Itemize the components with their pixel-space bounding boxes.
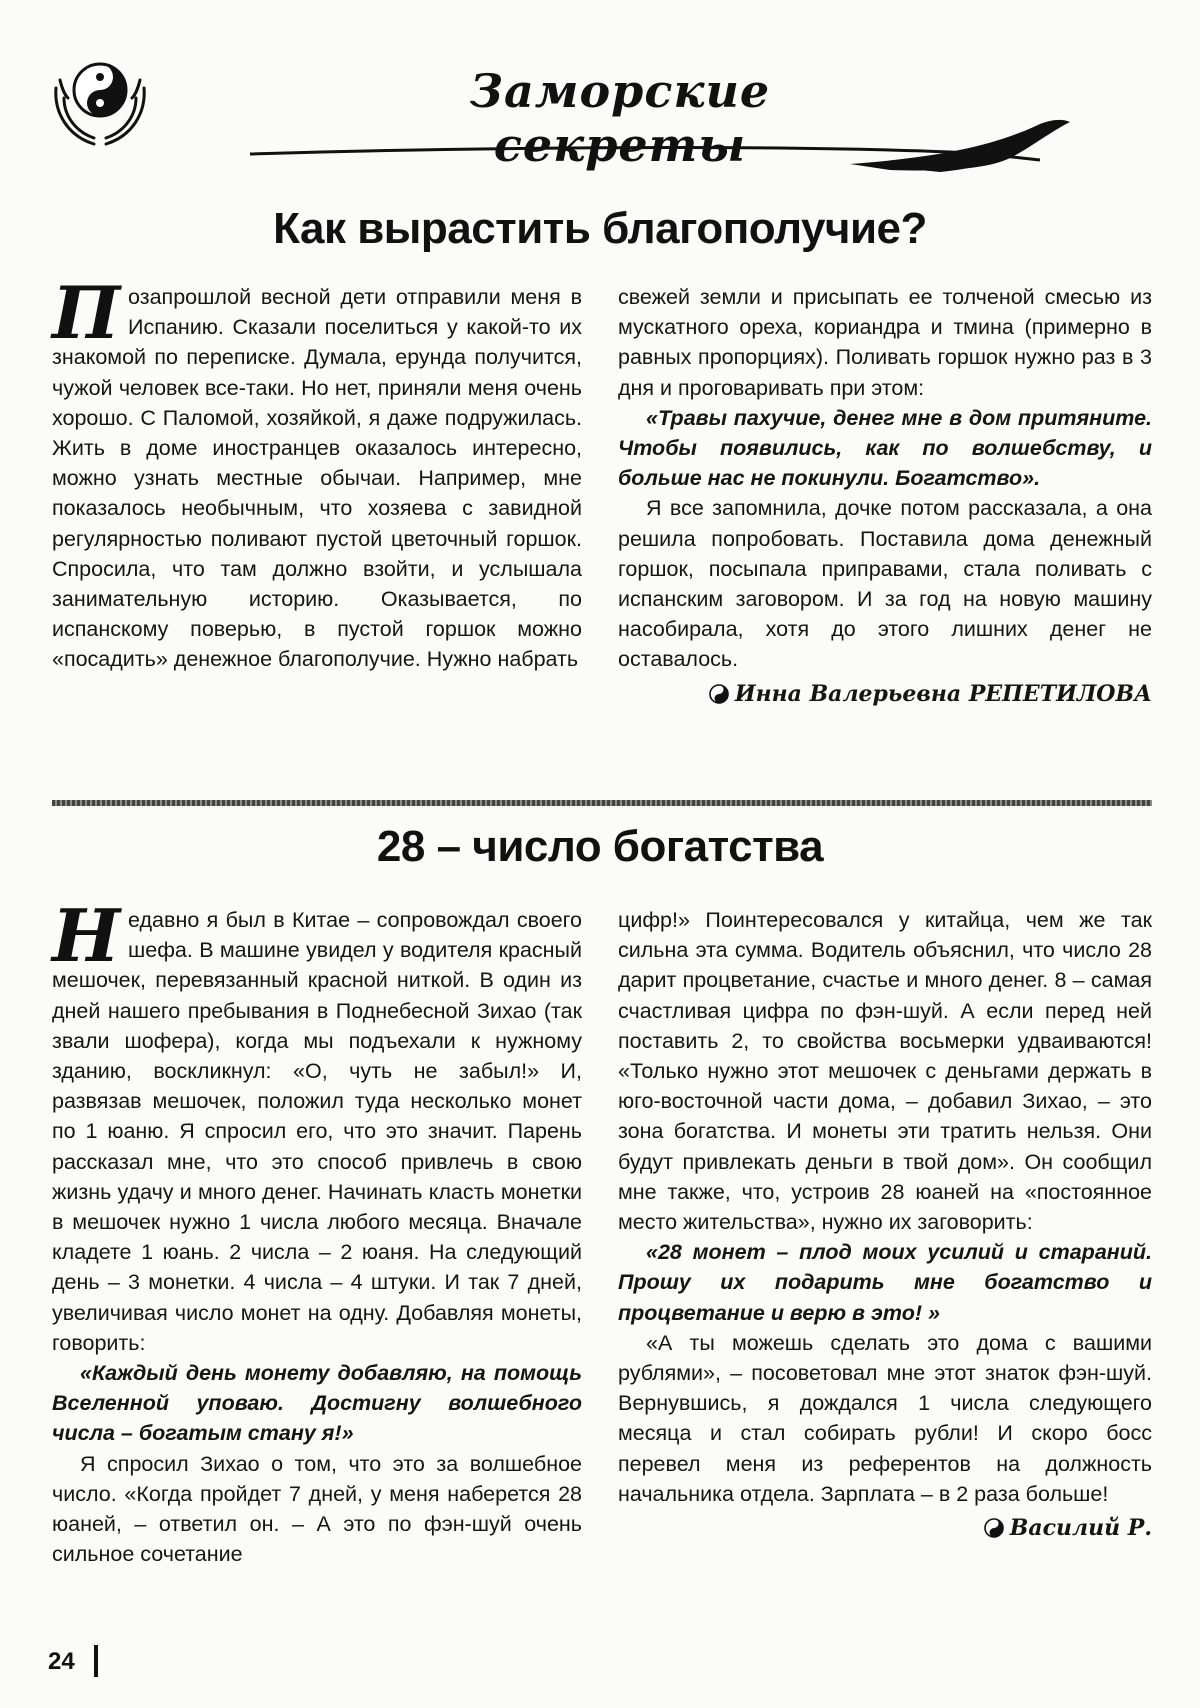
article-paragraph: Я спросил Зихао о том, что это за волшебное число. «Когда пройдет 7 дней, у меня наберется 28 юаней, – ответил он. – А это по фэн-шуй очень сильное сочетание: [52, 1451, 582, 1567]
yin-yang-hands-icon: [50, 58, 150, 150]
article-column-right: [618, 905, 1152, 1543]
paragraph-text: озапрошлой весной дети отправили меня в Испанию. Сказали поселиться у какой-то их знакомой по переписке. Думала, ерунда получится, чужой человек все-таки. Но нет, приняли меня очень хорошо. С Паломой, хозяйкой, я даже подружилась. Жить в доме иностранцев оказалось интересно, можно узнать местные обычаи. Например, мне показалось необычным, что хозяева с завидной регулярностью поливают пустой цветочный горшок. Спросила, что там должно взойти, и услышала занимательную историю. Оказывается, по испанскому поверью, в пустой горшок можно «посадить» денежное благополучие. Нужно набрать: [52, 285, 582, 672]
article-paragraph: свежей земли и присыпать ее толченой смесью из мускатного ореха, кориандра и тмина (примерно в равных пропорциях). Поливать горшок нужно раз в 3 дня и проговаривать при этом:: [618, 285, 1152, 400]
article-paragraph: «А ты можешь сделать это дома с вашими рублями», – посоветовал мне этот знаток фэн-шуй. Вернувшись, я дождался 1 числа следующего месяца и стал собирать рубли! И скоро босс перевел меня из референтов на должность начальника отдела. Зарплата – в 2 раза больше!: [618, 1330, 1152, 1506]
yin-yang-icon: [709, 684, 729, 704]
drop-cap: Н: [52, 893, 121, 978]
author-signature: [618, 1513, 1152, 1543]
yin-yang-icon: [984, 1518, 1004, 1538]
article-column-left: [52, 893, 582, 1569]
article-title: 28 – число богатства: [376, 822, 824, 871]
author-name: Инна Валерьевна РЕПЕТИЛОВА: [734, 680, 1152, 707]
header-swoosh-decoration: [250, 118, 1090, 188]
incantation-quote: «28 монет – плод моих усилий и стараний. Прошу их подарить мне богатство и процветание и верю в это! »: [618, 1240, 1152, 1325]
section-divider: [52, 800, 1152, 806]
incantation-quote: «Каждый день монету добавляю, на помощь Вселенной уповаю. Достигну волшебного числа – богатым стану я!»: [52, 1361, 582, 1446]
article-title: Как вырастить благополучие?: [273, 204, 927, 253]
article-column-right: [618, 282, 1152, 709]
article-paragraph: Я все запомнила, дочке потом рассказала, а она решила попробовать. Поставила дома денежный горшок, посыпала приправами, стала поливать с испанским заговором. И за год на новую машину насобирала, хотя до этого лишних денег не оставалось.: [618, 496, 1152, 672]
author-name: Василий Р.: [1009, 1515, 1152, 1542]
paragraph-text: едавно я был в Китае – сопровождал своего шефа. В машине увидел у водителя красный мешочек, перевязанный красной ниткой. В один из дней нашего пребывания в Поднебесной Зихао (так звали шофера), когда мы подъехали к нужному зданию, воскликнул: «О, чуть не забыл!» И, развязав мешочек, положил туда несколько монет по 1 юаню. Я спросил его, что это значит. Парень рассказал мне, что это способ привлечь в свою жизнь удачу и много денег. Начинать класть монетки в мешочек нужно 1 числа любого месяца. Вначале кладете 1 юань. 2 числа – 2 юаня. На следующий день – 3 монетки. 4 числа – 4 штуки. И так 7 дней, увеличивая число монет на одну. Добавляя монеты, говорить:: [52, 908, 582, 1355]
article-paragraph: цифр!» Поинтересовался у китайца, чем же так сильна эта сумма. Водитель объяснил, что число 28 дарит процветание, счастье и много денег. 8 – самая счастливая цифра по фэн-шуй. А если перед ней поставить 2, то свойства восьмерки удваиваются! «Только нужно этот мешочек с деньгами держать в юго-восточной части дома, – добавил Зихао, – это зона богатства. И монеты эти тратить нельзя. Они будут привлекать деньги в твой дом». Он сообщил мне также, что, устроив 28 юаней на «постоянное место жительства», нужно их заговорить:: [618, 908, 1152, 1235]
section-title: Заморские секреты: [469, 64, 771, 172]
drop-cap: П: [52, 270, 121, 355]
page-number-bar: [94, 1645, 98, 1677]
page-number: 24: [48, 1648, 75, 1675]
article-paragraph: [52, 270, 582, 675]
article-paragraph: [52, 893, 582, 1358]
author-signature: [618, 679, 1152, 709]
incantation-quote: «Травы пахучие, денег мне в дом притяните. Чтобы появились, как по волшебству, и больше нас не покинули. Богатство».: [618, 405, 1152, 491]
article-column-left: [52, 270, 582, 675]
